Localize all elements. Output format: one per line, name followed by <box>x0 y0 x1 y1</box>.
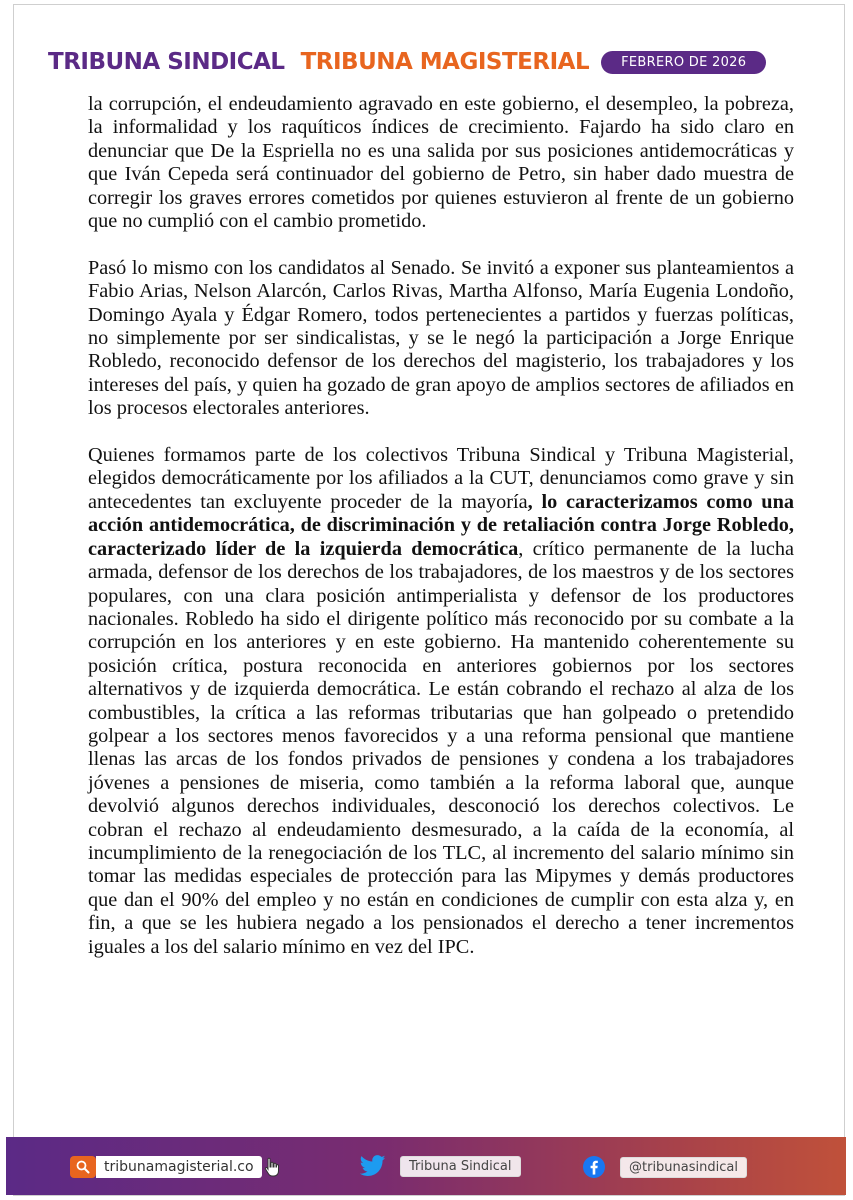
twitter-handle[interactable]: Tribuna Sindical <box>400 1156 521 1177</box>
paragraph-3 <box>88 444 794 959</box>
paragraph-2: Pasó lo mismo con los candidatos al Senado. Se invitó a exponer sus planteamientos a Fabio Arias, Nelson Alarcón, Carlos Rivas, Martha Alfonso, María Eugenia Londoño, Domingo Ayala y Édgar Romero, todos pertenecientes a partidos y fuerzas políticas, no simplemente por ser sindicalistas, y se le negó la participación a Jorge Enrique Robledo, reconocido defensor de los derechos del magisterio, los trabajadores y los intereses del país, y quien ha gozado de gran apoyo de amplios sectores de afiliados en los procesos electorales anteriores. <box>88 256 794 420</box>
paragraph-3-start: Quienes formamos parte de los colectivos Tribuna Sindical y Tribuna Magisterial, elegidos democráticamente por los afiliados a la CUT, denunciamos como grave y sin antecedentes tan excluyente proceder de la mayoría <box>88 444 794 513</box>
cursor-icon <box>264 1157 280 1177</box>
paragraph-3-end: , crítico permanente de la lucha armada, defensor de los derechos de los trabajadores, de los maestros y de los sectores populares, con una clara posición antimperialista y defensor de los productores nacionales. Robledo ha sido el dirigente político más reconocido por su combate a la corrupción en los anteriores y en este gobierno. Ha mantenido coherentemente su posición crítica, postura reconocida en anteriores gobiernos por los sectores alternativos y de izquierda democrática. Le están cobrando el rechazo al alza de los combustibles, la crítica a las reformas tributarias que han golpeado o pretendido golpear a los sectores menos favorecidos y a una reforma pensional que mantiene llenas las arcas de los fondos privados de pensiones y condena a los trabajadores jóvenes a pensiones de miseria, como también a la reforma laboral que, aunque devolvió algunos derechos individuales, desconoció los derechos colectivos. Le cobran el rechazo al endeudamiento desmesurado, a la caída de la economía, al incumplimiento de la renegociación de los TLC, al incremento del salario mínimo sin tomar las medidas especiales de protección para las Mipymes y demás productores que dan el 90% del empleo y no están en condiciones de cumplir con esta alza y, en fin, a que se les hubiera negado a los pensionados el derecho a tener incrementos iguales a los del salario mínimo en vez del IPC. <box>88 537 794 958</box>
footer-twitter[interactable] <box>360 1155 521 1177</box>
facebook-icon <box>582 1155 606 1179</box>
search-icon <box>70 1156 96 1178</box>
footer-bar <box>6 1137 846 1195</box>
facebook-handle[interactable]: @tribunasindical <box>620 1157 747 1178</box>
website-link[interactable]: tribunamagisterial.co <box>96 1156 262 1178</box>
footer-website[interactable] <box>70 1155 280 1179</box>
article-body <box>88 93 794 982</box>
header <box>44 41 764 83</box>
document-page <box>13 4 845 1196</box>
brand-tribuna-magisterial: TRIBUNA MAGISTERIAL <box>300 49 590 75</box>
paragraph-3-bold: , lo caracterizamos como una acción antidemocrática, de discriminación y de retaliación contra Jorge Robledo, caracterizado líder de la izquierda democrática <box>88 490 794 560</box>
paragraph-1: la corrupción, el endeudamiento agravado en este gobierno, el desempleo, la pobreza, la informalidad y los raquíticos índices de crecimiento. Fajardo ha sido claro en denunciar que De la Espriella no es una salida por sus posiciones antidemocráticas y que Iván Cepeda será continuador del gobierno de Petro, sin haber dado muestra de corregir los graves errores cometidos por quienes estuvieron al frente de un gobierno que no cumplió con el cambio prometido. <box>88 93 794 233</box>
twitter-icon <box>360 1155 386 1177</box>
footer-facebook[interactable] <box>582 1155 747 1179</box>
issue-date-badge: FEBRERO DE 2026 <box>601 51 766 74</box>
brand-tribuna-sindical: TRIBUNA SINDICAL <box>48 49 285 75</box>
